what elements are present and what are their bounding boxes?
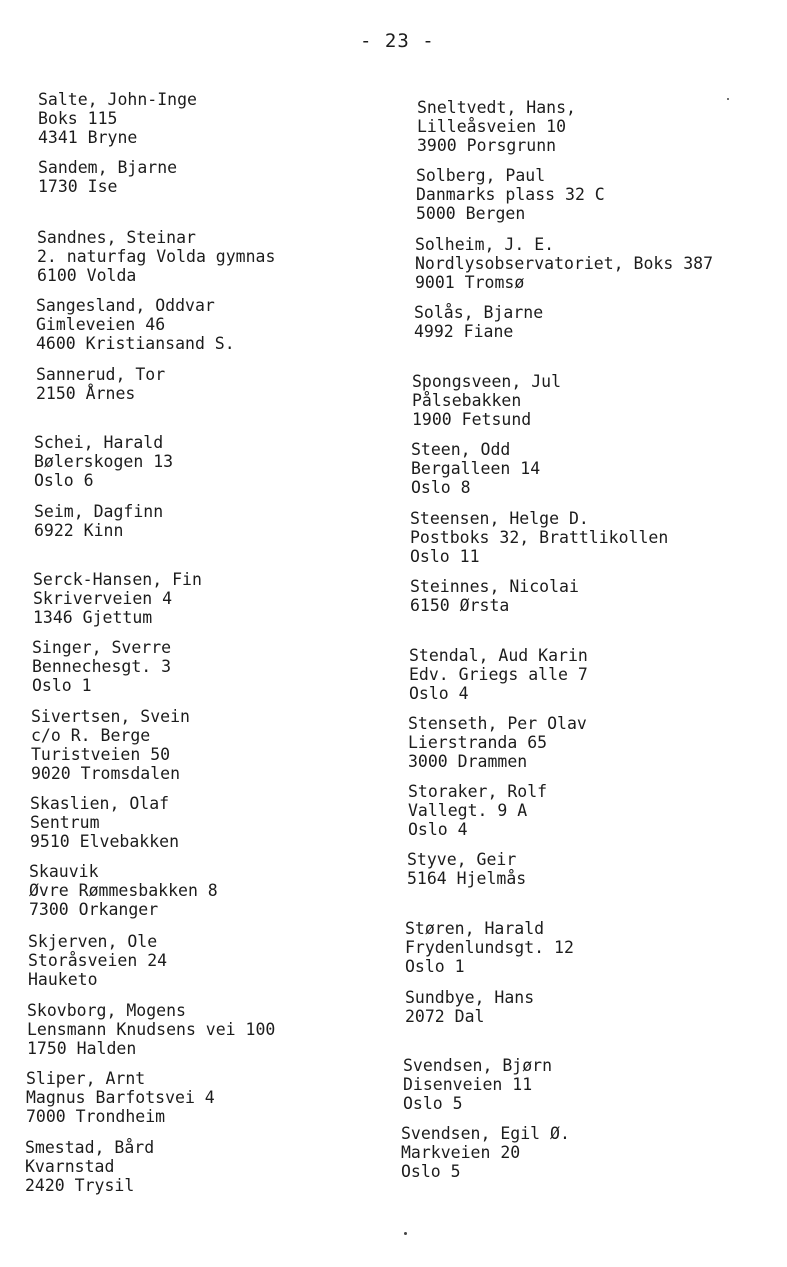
directory-entry: [415, 235, 713, 292]
entry-name: Steen, Odd: [411, 440, 511, 459]
entry-address: 9020 Tromsdalen: [31, 764, 181, 783]
entry-name: Svendsen, Egil Ø.: [401, 1124, 570, 1143]
entry-address: Skriverveien 4: [33, 589, 173, 608]
directory-entry: [403, 1056, 552, 1113]
entry-address: Oslo 4: [409, 684, 469, 703]
entry-address: 9510 Elvebakken: [30, 832, 180, 851]
entry-address: 7300 Orkanger: [29, 900, 159, 919]
entry-address: Lensmann Knudsens vei 100: [27, 1020, 276, 1039]
directory-entry: [408, 714, 587, 771]
directory-entry: [416, 166, 605, 223]
entry-address: Edv. Griegs alle 7: [409, 665, 588, 684]
entry-address: Bølerskogen 13: [34, 452, 174, 471]
directory-entry: [405, 919, 574, 976]
entry-address: Disenveien 11: [403, 1075, 533, 1094]
entry-address: 1346 Gjettum: [33, 608, 153, 627]
entry-name: Solheim, J. E.: [415, 235, 555, 254]
entry-name: Steinnes, Nicolai: [410, 577, 579, 596]
entry-address: Sentrum: [30, 813, 100, 832]
entry-name: Skovborg, Mogens: [27, 1001, 186, 1020]
entry-name: Skauvik: [29, 862, 99, 881]
entry-address: Oslo 1: [405, 957, 465, 976]
entry-address: 3000 Drammen: [408, 752, 528, 771]
entry-address: Nordlysobservatoriet, Boks 387: [415, 254, 714, 273]
entry-name: Solås, Bjarne: [414, 303, 544, 322]
entry-address: Oslo 1: [32, 676, 92, 695]
entry-address: 9001 Tromsø: [415, 273, 525, 292]
entry-address: Postboks 32, Brattlikollen: [410, 528, 669, 547]
entry-address: Oslo 5: [401, 1162, 461, 1181]
entry-name: Sangesland, Oddvar: [36, 296, 215, 315]
entry-address: Danmarks plass 32 C: [416, 185, 605, 204]
entry-name: Skaslien, Olaf: [30, 794, 170, 813]
entry-address: Bergalleen 14: [411, 459, 541, 478]
entry-name: Solberg, Paul: [416, 166, 546, 185]
entry-name: Svendsen, Bjørn: [403, 1056, 553, 1075]
entry-address: 5164 Hjelmås: [407, 869, 527, 888]
entry-address: 6150 Ørsta: [410, 596, 510, 615]
entry-name: Storaker, Rolf: [408, 782, 548, 801]
entry-name: Steensen, Helge D.: [410, 509, 589, 528]
entry-address: 1730 Ise: [38, 177, 118, 196]
entry-address: 6922 Kinn: [34, 521, 124, 540]
entry-address: 1750 Halden: [27, 1039, 137, 1058]
entry-address: Lierstranda 65: [408, 733, 548, 752]
entry-name: Skjerven, Ole: [28, 932, 158, 951]
entry-address: 2150 Årnes: [36, 384, 136, 403]
entry-name: Stendal, Aud Karin: [409, 646, 588, 665]
entry-address: Boks 115: [38, 109, 118, 128]
entry-address: Kvarnstad: [25, 1157, 115, 1176]
entry-address: 4600 Kristiansand S.: [36, 334, 235, 353]
entry-address: Storåsveien 24: [28, 951, 168, 970]
directory-entry: [412, 372, 561, 429]
entry-address: 2. naturfag Volda gymnas: [37, 247, 276, 266]
entry-address: Turistveien 50: [31, 745, 171, 764]
entry-name: Singer, Sverre: [32, 638, 172, 657]
directory-entry: [417, 98, 576, 155]
entry-name: Sundbye, Hans: [405, 988, 535, 1007]
directory-entry: [401, 1124, 570, 1181]
entry-address: 1900 Fetsund: [412, 410, 532, 429]
page-number: - 23 -: [360, 30, 435, 52]
entry-address: 4992 Fiane: [414, 322, 514, 341]
entry-address: Oslo 11: [410, 547, 480, 566]
entry-address: c/o R. Berge: [31, 726, 151, 745]
entry-name: Sannerud, Tor: [36, 365, 166, 384]
entry-address: Hauketo: [28, 970, 98, 989]
entry-address: Pålsebakken: [412, 391, 522, 410]
entry-address: 2072 Dal: [405, 1007, 485, 1026]
entry-name: Sneltvedt, Hans,: [417, 98, 576, 117]
entry-address: Magnus Barfotsvei 4: [26, 1088, 215, 1107]
directory-entry: [410, 577, 579, 615]
scan-speck: [404, 1232, 407, 1235]
entry-address: 4341 Bryne: [38, 128, 138, 147]
entry-name: Serck-Hansen, Fin: [33, 570, 202, 589]
entry-name: Sandnes, Steinar: [37, 228, 196, 247]
entry-address: Markveien 20: [401, 1143, 521, 1162]
entry-address: Lilleåsveien 10: [417, 117, 567, 136]
entry-address: Oslo 6: [34, 471, 94, 490]
entry-address: Oslo 8: [411, 478, 471, 497]
directory-entry: [410, 509, 668, 566]
scan-speck: [727, 98, 729, 100]
entry-address: 7000 Trondheim: [26, 1107, 166, 1126]
entry-address: Øvre Rømmesbakken 8: [29, 881, 218, 900]
entry-name: Schei, Harald: [34, 433, 164, 452]
entry-address: Oslo 4: [408, 820, 468, 839]
entry-address: Frydenlundsgt. 12: [405, 938, 574, 957]
entry-name: Sivertsen, Svein: [31, 707, 190, 726]
entry-address: Oslo 5: [403, 1094, 463, 1113]
entry-address: 6100 Volda: [37, 266, 137, 285]
entry-name: Seim, Dagfinn: [34, 502, 164, 521]
entry-name: Smestad, Bård: [25, 1138, 155, 1157]
entry-name: Sliper, Arnt: [26, 1069, 146, 1088]
entry-name: Støren, Harald: [405, 919, 545, 938]
entry-name: Spongsveen, Jul: [412, 372, 562, 391]
entry-name: Stenseth, Per Olav: [408, 714, 587, 733]
entry-name: Styve, Geir: [407, 850, 517, 869]
entry-address: 2420 Trysil: [25, 1176, 135, 1195]
entry-name: Sandem, Bjarne: [38, 158, 178, 177]
directory-entry: [405, 988, 534, 1026]
entry-address: 5000 Bergen: [416, 204, 526, 223]
entry-address: 3900 Porsgrunn: [417, 136, 557, 155]
directory-entry: [409, 646, 588, 703]
directory-entry: [414, 303, 543, 341]
directory-entry: [407, 850, 526, 888]
entry-address: Vallegt. 9 A: [408, 801, 528, 820]
entry-address: Bennechesgt. 3: [32, 657, 172, 676]
entry-name: Salte, John-Inge: [38, 90, 197, 109]
entry-address: Gimleveien 46: [36, 315, 166, 334]
directory-entry: [411, 440, 540, 497]
directory-entry: [408, 782, 547, 839]
